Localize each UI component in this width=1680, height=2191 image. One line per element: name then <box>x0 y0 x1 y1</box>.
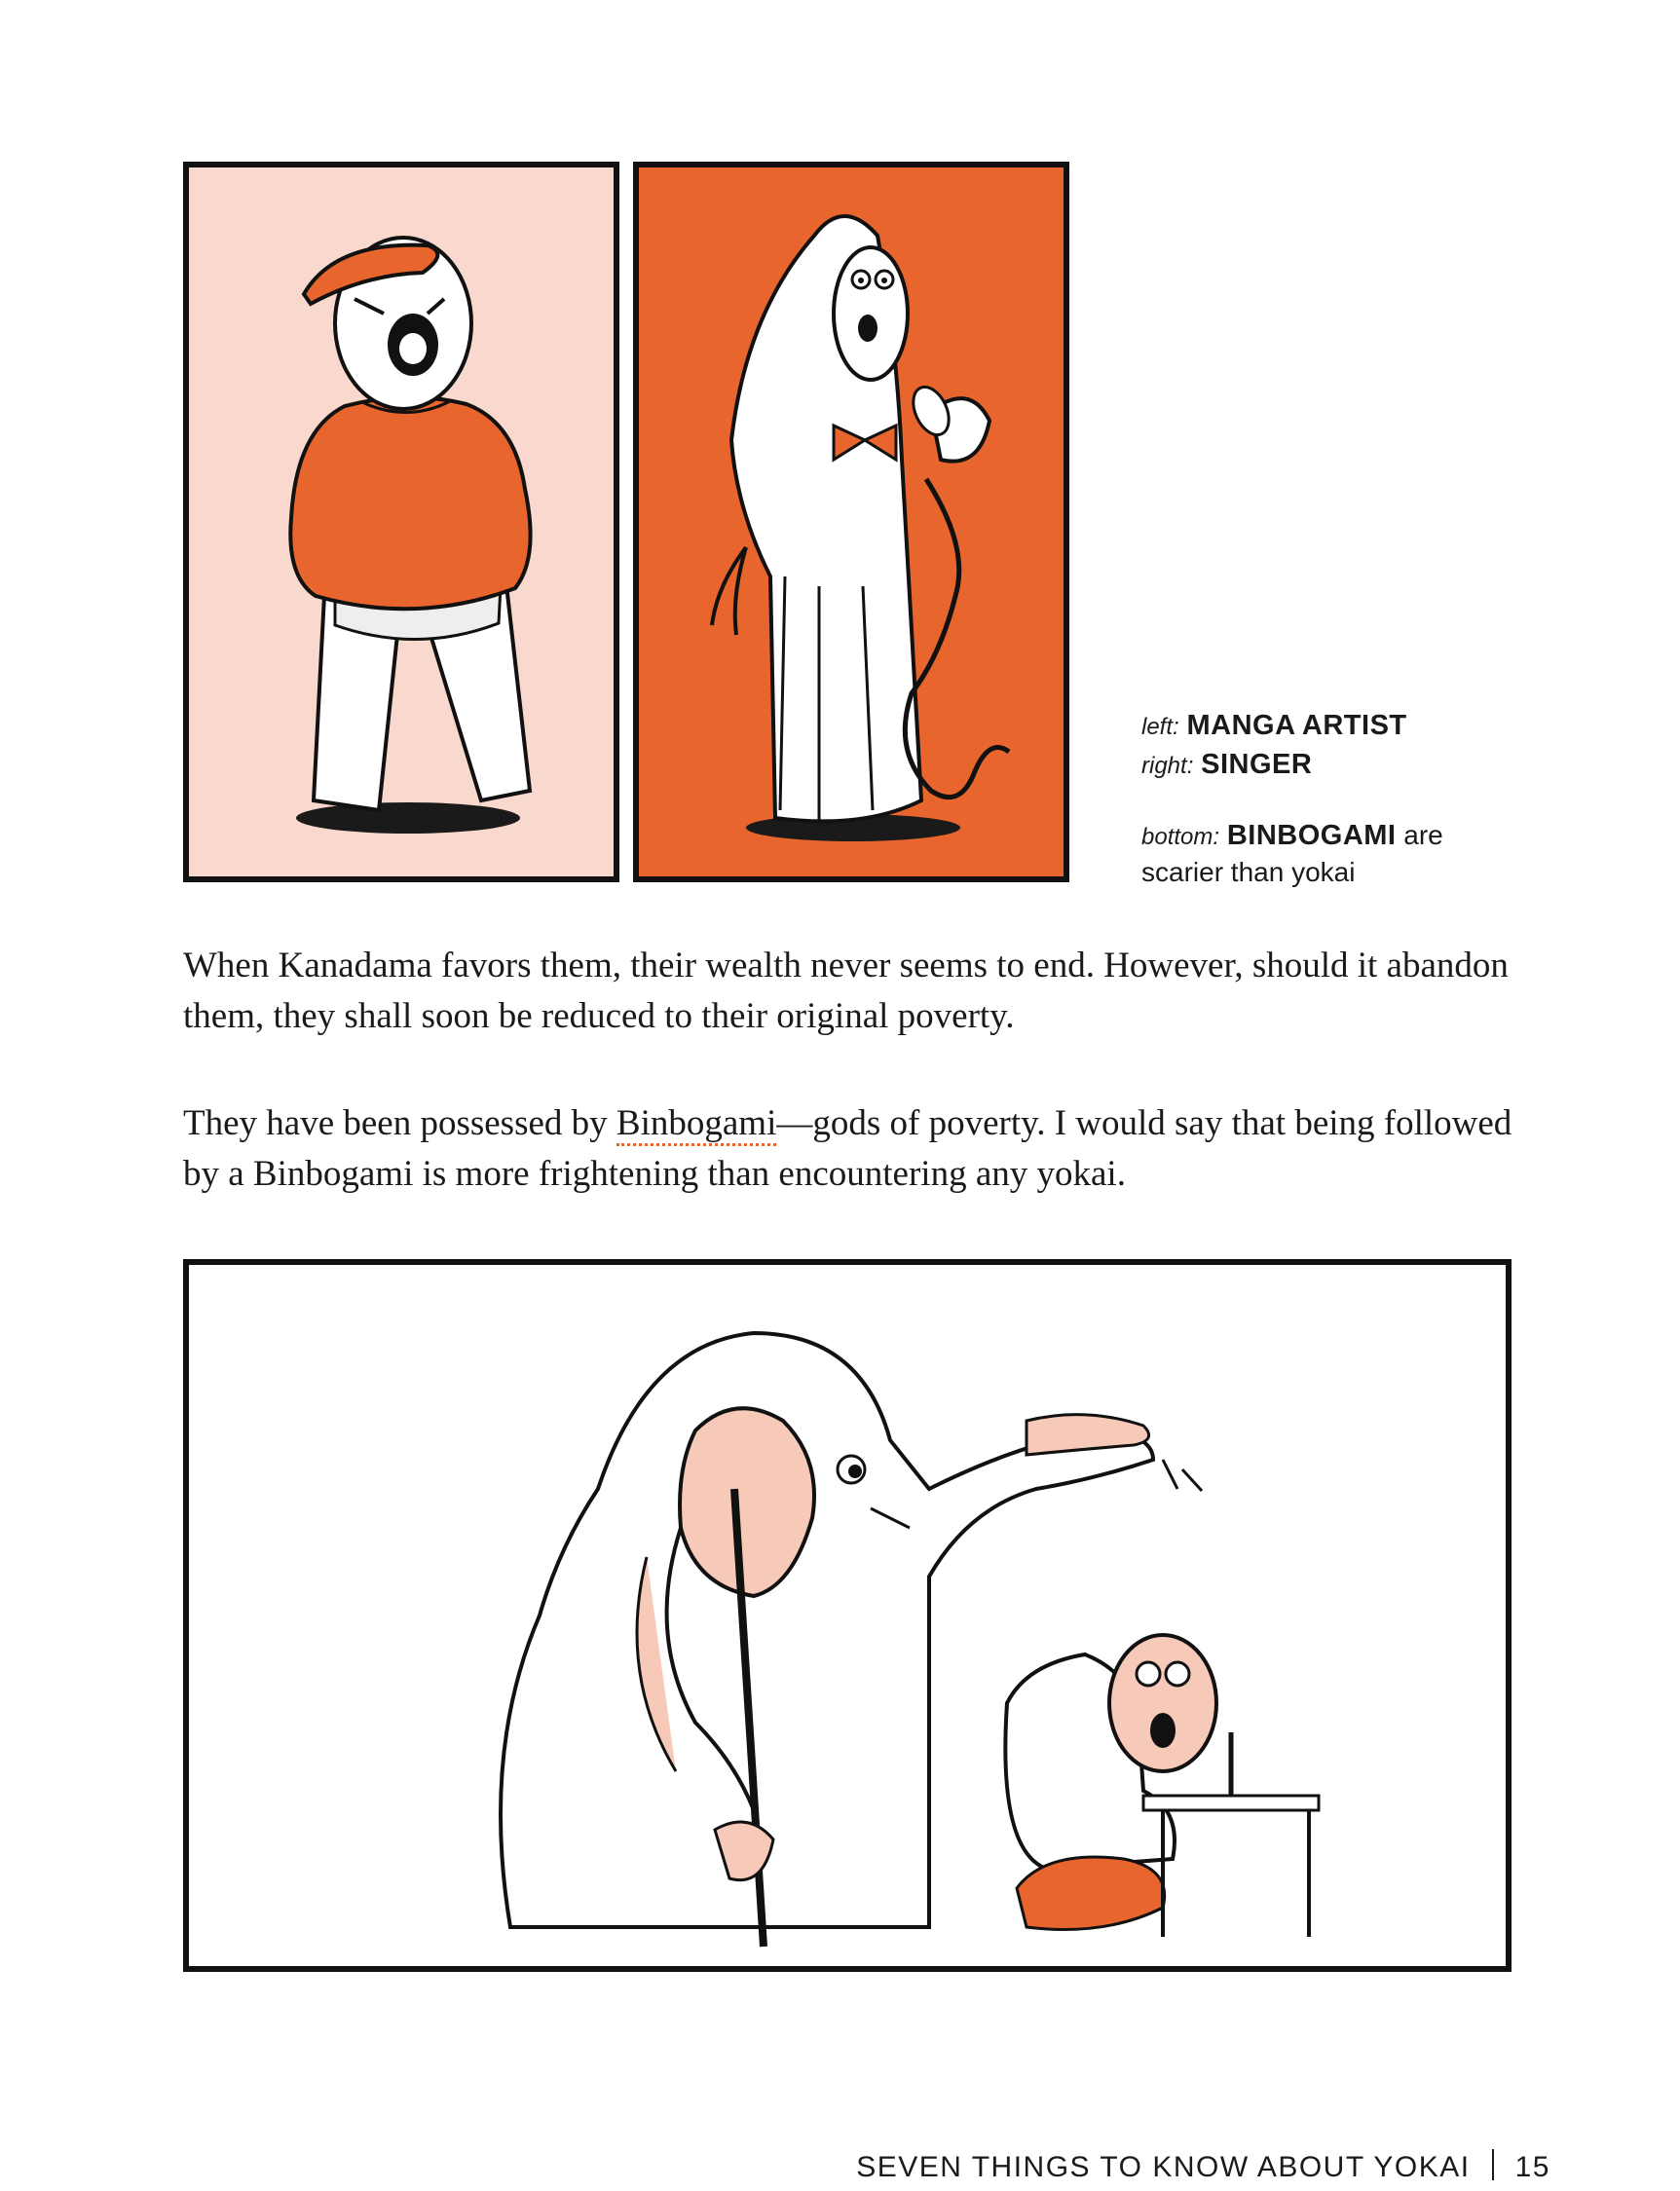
caption-bottom-line2: scarier than yokai <box>1141 857 1356 887</box>
caption-left-name: MANGA ARTIST <box>1186 710 1407 741</box>
running-title: SEVEN THINGS TO KNOW ABOUT YOKAI <box>856 2151 1471 2183</box>
binbogami-illustration <box>183 1259 1512 1972</box>
caption-bottom <box>1141 818 1443 855</box>
caption-bottom-tail: are <box>1403 820 1443 850</box>
caption-right <box>1141 747 1312 784</box>
caption-bottom-name: BINBOGAMI <box>1226 820 1397 851</box>
body-paragraph-1: When Kanadama favors them, their wealth never seems to end. However, should it abandon them, they shall soon be reduced to their original poverty. <box>183 946 1509 1036</box>
caption-right-name: SINGER <box>1201 749 1313 780</box>
binbogami-term-link[interactable]: Binbogami <box>616 1103 776 1146</box>
para2-before: They have been possessed by <box>183 1103 616 1143</box>
caption-bottom-label: bottom: <box>1141 824 1220 850</box>
singer-illustration <box>633 162 1069 882</box>
page-footer <box>856 2149 1550 2184</box>
para2-after: —gods of poverty. I would say that being followed by a Binbogami is more frightening than encountering any yokai. <box>183 1103 1512 1194</box>
caption-left-label: left: <box>1141 714 1179 740</box>
footer-divider <box>1492 2149 1494 2180</box>
body-paragraph-2 <box>183 1098 1547 1200</box>
manga-artist-illustration <box>183 162 619 882</box>
caption-left <box>1141 708 1407 745</box>
page-number: 15 <box>1514 2151 1550 2183</box>
caption-right-label: right: <box>1141 753 1194 779</box>
